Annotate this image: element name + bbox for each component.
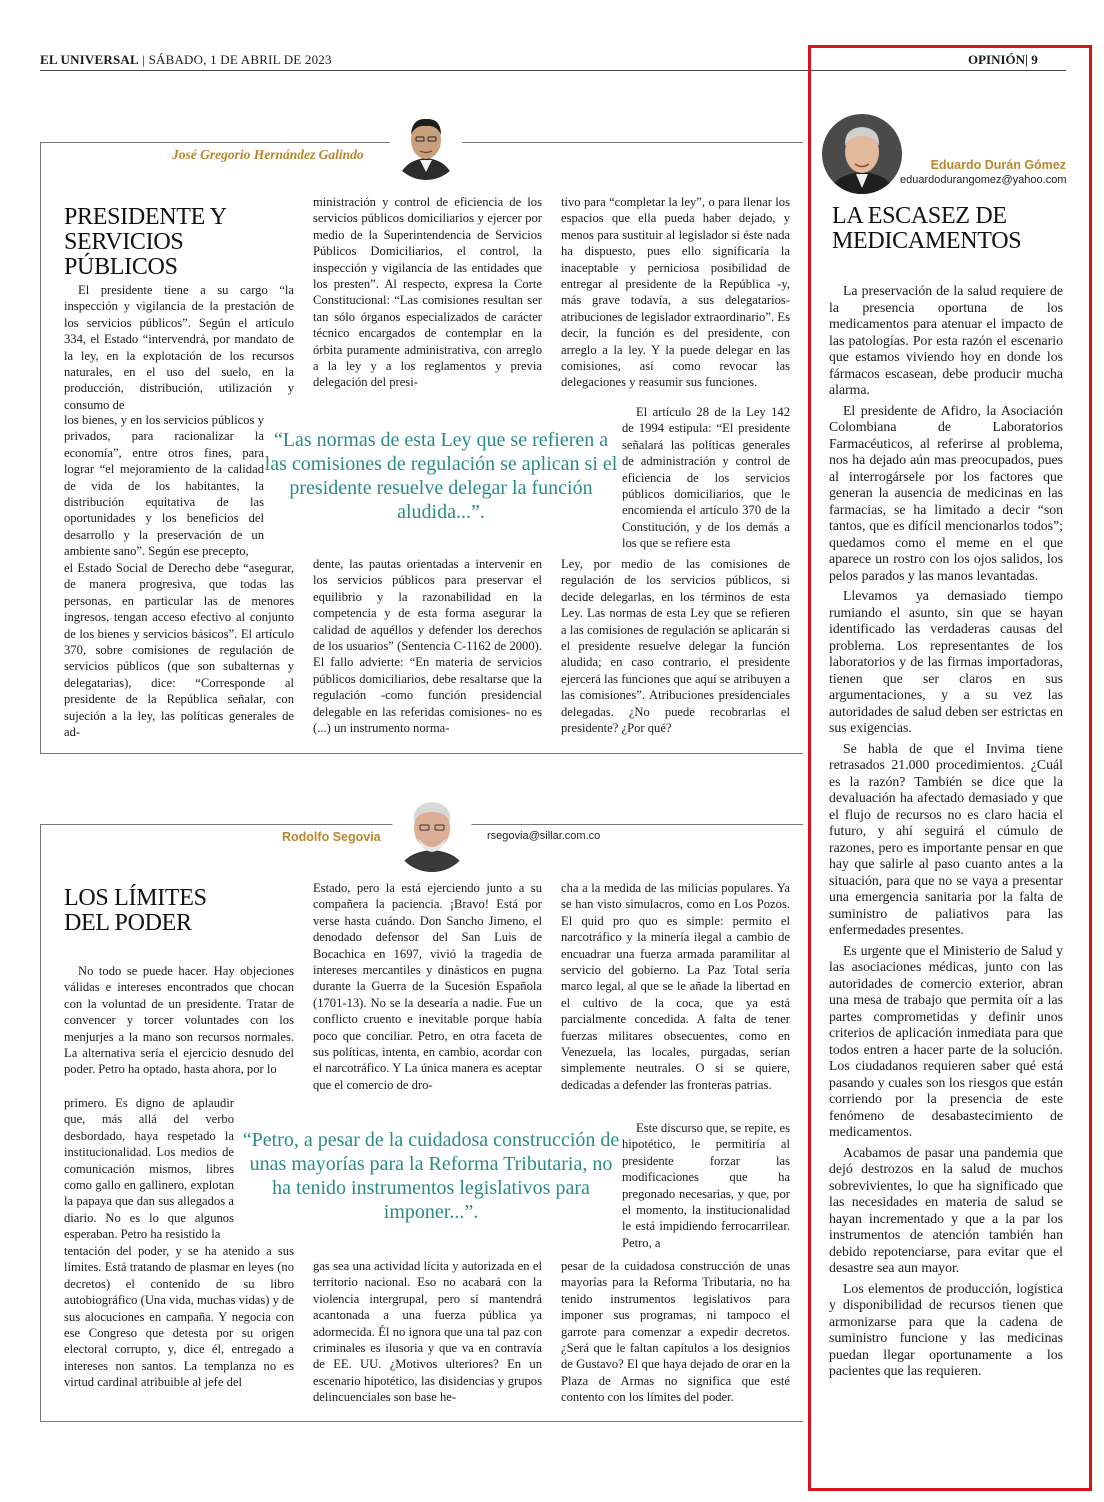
article2-col1-mid: primero. Es digno de aplaudir que, más allá del verbo desbordado, haya respetado la institucionalidad. Los medios de comunicación mismos, libres como gallo en gallinero, explotan la papaya que dan sus allegados a diario. No es lo que algunos esperaban. Petro ha resistido la (64, 1096, 234, 1242)
article3-paragraph: Acabamos de pasar una pandemia que dejó destrozos en la salud de muchos sobrevivientes, lo que ha significado que las necesidades en materia de salud se hayan incrementado y que a la par los instrumentos de atención también han debido repotenciarse, para evitar que el desastre sea aun mayor. (829, 1144, 1063, 1275)
article1-paragraph: El presidente tiene a su cargo “la inspección y vigilancia de la prestación de los servicios públicos”. Según el artículo 334, el Estado “intervendrá, por mandato de la ley, en la explotación de los recursos naturales, en el uso del suelo, en la producción, distribución, utilización y consumo de (64, 283, 294, 412)
author-byline-3: Eduardo Durán Gómez (930, 158, 1066, 172)
article1-col3-top: tivo para “completar la ley”, o para llenar los espacios que ella pueda haber dejado, y menos para sustituir al legislador si éste nada ha dispuesto, pues ello significaría la inaceptable y perniciosa posibilidad de entregar al presidente de la República -y, más grave todavía, a sus delegatarios- atribuciones de legislador extraordinario”. Es decir, la función es del presidente, con arreglo a la ley. Y la puede delegar en las comisiones, así como revocar las delegaciones y reasumir sus funciones. (561, 195, 790, 390)
newspaper-name: EL UNIVERSAL (40, 52, 139, 67)
portrait-photo-icon (392, 792, 472, 872)
pull-quote-1: “Las normas de esta Ley que se refieren a las comisiones de regulación se aplican si el presidente resuelve delegar la función aludida...”. (264, 429, 618, 523)
article3-paragraph: Se habla de que el Invima tiene retrasados 21.000 procedimientos. ¿Cuál es la razón? También se dice que la devaluación ha afectado demasiado y que el flujo de recursos no es claro hacia el futuro, y ahí seguirá el cúmulo de razones, pero es importante pensar en que hay que salirle al paso cuanto antes a la situación, para que no se vaya a presentar una emergencia sanitaria por la falta de suministro de paliativos para las enfermedades presentes. (829, 740, 1063, 937)
section-label: OPINIÓN| 9 (968, 52, 1038, 67)
article2-col3-bottom: pesar de la cuidadosa construcción de unas mayorías para la Reforma Tributaria, no ha tenido instrumentos legislativos para imponer sus programas, ni tampoco el garrote para comenzar a expedir decretos. ¿Será que le faltan capítulos a los designios de Gustavo? El que haya dejado de orar en la Plaza de Armas no significa que esté contento con los límites del poder. (561, 1259, 790, 1405)
author-portrait-3 (822, 114, 902, 194)
article3-body (829, 283, 1063, 1481)
header-separator: | (142, 52, 149, 67)
author-portrait-1 (390, 108, 462, 180)
section-name: OPINIÓN (968, 52, 1026, 67)
pull-quote-2: “Petro, a pesar de la cuidadosa construcción de unas mayorías para la Reforma Tributaria, no ha tenido instrumentos legislativos para imponer...”. (242, 1129, 620, 1223)
article1-col1-bottom: el Estado Social de Derecho debe “asegurar, de manera progresiva, que todas las personas, en particular las de menores ingresos, tengan acceso efectivo al conjunto de los bienes y servicios básicos”. El artículo 370, sobre comisiones de regulación de servicios públicos (que son subalternas y delegatarias), dice: “Corresponde al presidente de la República señalar, con sujeción a la ley, las políticas generales de ad- (64, 561, 294, 740)
article1-col1-top (64, 282, 294, 412)
article3-paragraph: Llevamos ya demasiado tiempo rumiando el asunto, sin que se hayan identificado las verdaderas causas del problema. Los representantes de los laboratorios y de las firmas importadoras, tienen que ser claros en sus argumentaciones, y a su vez las autoridades de salud deben ser estrictas en sus exigencias. (829, 588, 1063, 735)
author-email-2: rsegovia@sillar.com.co (484, 830, 603, 842)
article1-col3-mid: El artículo 28 de la Ley 142 de 1994 estipula: “El presidente señalará las políticas generales de administración y control de eficiencia de los servicios públicos domiciliarios, que le encomienda el artículo 370 de la Constitución, y de los demás a los que se refiere esta (622, 405, 790, 551)
author-portrait-2 (392, 792, 472, 872)
article2-col1-bottom: tentación del poder, y se ha atenido a sus límites. Está tratando de plasmar en leyes (no decretos) el contenido de su libro autobiográfico (Una vida, muchas vidas) y de sus alocuciones en campaña. Y negocia con ese Congreso que detesta por su origen electoral corrupto, y, dice él, entregado a intereses non santos. La templanza no es virtud cardinal atribuible al jefe del (64, 1244, 294, 1390)
issue-date: SÁBADO, 1 DE ABRIL DE 2023 (148, 52, 332, 67)
article2-col3-top: cha a la medida de las milicias populares. Ya se han visto simulacros, como en Los Pozos. El quid pro quo es simple: permito el narcotráfico y la minería ilegal a cambio de encuadrar una fuerza armada paramilitar al servicio del gobierno. La Paz Total sería marco legal, al que se le añade la libertad en el cultivo de la coca, que ya está parcialmente concedida. A falta de tener fuerzas militares obsecuentes, como en Venezuela, las locales, purgadas, serían simplemente neutrales. O si se quiere, dedicadas a defender las fronteras patrias. (561, 881, 790, 1092)
article1-col2-bottom: dente, las pautas orientadas a intervenir en los servicios públicos para preservar el equilibrio y la razonabilidad en la competencia y de esta forma asegurar la calidad de aquéllos y defender los derechos de los usuarios” (Sentencia C-1162 de 2000). El fallo advierte: “En materia de servicios públicos domiciliarios, debe resaltarse que la regulación -como función presidencial delegable en las referidas comisiones- no es (...) un instrumento norma- (313, 557, 542, 736)
author-byline-2: Rodolfo Segovia (278, 830, 385, 844)
article-title-1: PRESIDENTE Y SERVICIOS PÚBLICOS (64, 204, 227, 280)
author-email-3: eduardodurangomez@yahoo.com (900, 174, 1067, 186)
portrait-photo-icon (390, 108, 462, 180)
masthead (40, 52, 332, 68)
article3-paragraph: Es urgente que el Ministerio de Salud y las asociaciones médicas, junto con las autoridades de comercio exterior, abran una mesa de trabajo que permita oír a las partes comprometidas y definir unos criterios de aplicación inmediata para que todos entren a hacer parte de la solución. Los ciudadanos requieren saber qué está pasando y cuales son los riesgos que están corriendo por la presencia de este fenómeno de desabastecimiento de medicamentos. (829, 942, 1063, 1139)
article2-col3-mid: Este discurso que, se repite, es hipotético, le permitiría al presidente forzar las modificaciones que ha pregonado necesarias, y que, por el momento, la institucionalidad le está impidiendo ferrocarrilear. Petro, a (622, 1121, 790, 1250)
article3-paragraph: El presidente de Afidro, la Asociación Colombiana de Laboratorios Farmacéuticos, al referirse al problema, nos ha dejado aún mas preocupados, pues al interrogársele por los factores que generan la ausencia de medicinas en las farmacias, se ha limitado a decir “son tantos, que es difícil mencionarlos todos”; quedamos como el meme en el que aparece un rostro con los ojos salidos, los pelos parados y las manos levantadas. (829, 402, 1063, 583)
article2-col2-bottom: gas sea una actividad lícita y autorizada en el territorio nacional. Eso no acabará con la violencia intergrupal, pero sí mantendrá acantonada a una fuerza pública ya adormecida. Él no ignora que una tal paz con criminales es ilusoria y que va en contravía de EE. UU. ¿Motivos ulteriores? En un escenario hipotético, las disidencias y grupos delincuenciales son base he- (313, 1259, 542, 1405)
article3-paragraph: La preservación de la salud requiere de la presencia oportuna de los medicamentos para atenuar el impacto de las patologías. Por esta razón el escenario que estamos viviendo hoy en donde los fármacos escasean, debe producir mucha alarma. (829, 283, 1063, 397)
author-byline-1: José Gregorio Hernández Galindo (168, 147, 368, 163)
article-title-2: LOS LÍMITES DEL PODER (64, 885, 207, 936)
article3-paragraph: Los elementos de producción, logística y disponibilidad de recursos tienen que armonizarse para que la cadena de suministro funcione y las medicinas puedan llegar oportunamente a los pacientes que las requieren. (829, 1280, 1063, 1378)
article2-col1-top: No todo se puede hacer. Hay objeciones válidas e intereses encontrados que chocan con la voluntad de un presidente. Tratar de convencer y torcer voluntades con los menjurjes a la mano son recursos normales. La alternativa sería el ejercicio desnudo del poder. Petro ha optado, hasta ahora, por lo (64, 964, 294, 1077)
article1-col3-bottom: Ley, por medio de las comisiones de regulación de los servicios públicos, si decide delegarlas, en los términos de esta Ley. Las normas de esta Ley que se refieren a las comisiones de regulación se aplicarán si el presidente resuelve delegar la función aludida; en caso contrario, el presidente ejercerá las funciones que aquí se atribuyen a las comisiones”. Atribuciones presidenciales delegadas. ¿No puede recobrarlas el presidente? ¿Por qué? (561, 557, 790, 736)
article1-col2-top: ministración y control de eficiencia de los servicios públicos domiciliarios y ejercer por medio de la Superintendencia de Servicios Públicos Domiciliarios, el control, la inspección y vigilancia de las entidades que los presten”. Al respecto, expresa la Corte Constitucional: “Las comisiones resultan ser tan sólo órganos especializados de carácter técnico encargados de contemplar en la órbita puramente administrativa, con arreglo a la ley y a los reglamentos y previa delegación del presi- (313, 195, 542, 390)
article-title-3: LA ESCASEZ DE MEDICAMENTOS (832, 203, 1022, 254)
portrait-photo-icon (822, 114, 902, 194)
article1-col1-mid: los bienes, y en los servicios públicos y privados, para racionalizar la economía”, entre otros fines, para lograr “el mejoramiento de la calidad de vida de los habitantes, la distribución equitativa de las oportunidades y los beneficios del desarrollo y la preservación de un ambiente sano”. Según ese precepto, (64, 413, 264, 559)
page-number: 9 (1031, 52, 1038, 67)
article2-col2-top: Estado, pero la está ejerciendo junto a su compañera la paciencia. ¡Bravo! Está por verse hasta cuándo. Don Sancho Jimeno, el denodado defensor del San Luis de Bocachica en 1697, vivió la tragedia de intereses mercantiles y dinásticos en pugna durante la Guerra de la Sucesión Española (1701-13). No se la desearía a nadie. Fue un conflicto cruento e inevitable porque había poco que conciliar. Petro, en otra faceta de sus políticas, intenta, en cambio, acordar con el narcotráfico. Y La única manera es aceptar que el comercio de dro- (313, 881, 542, 1092)
